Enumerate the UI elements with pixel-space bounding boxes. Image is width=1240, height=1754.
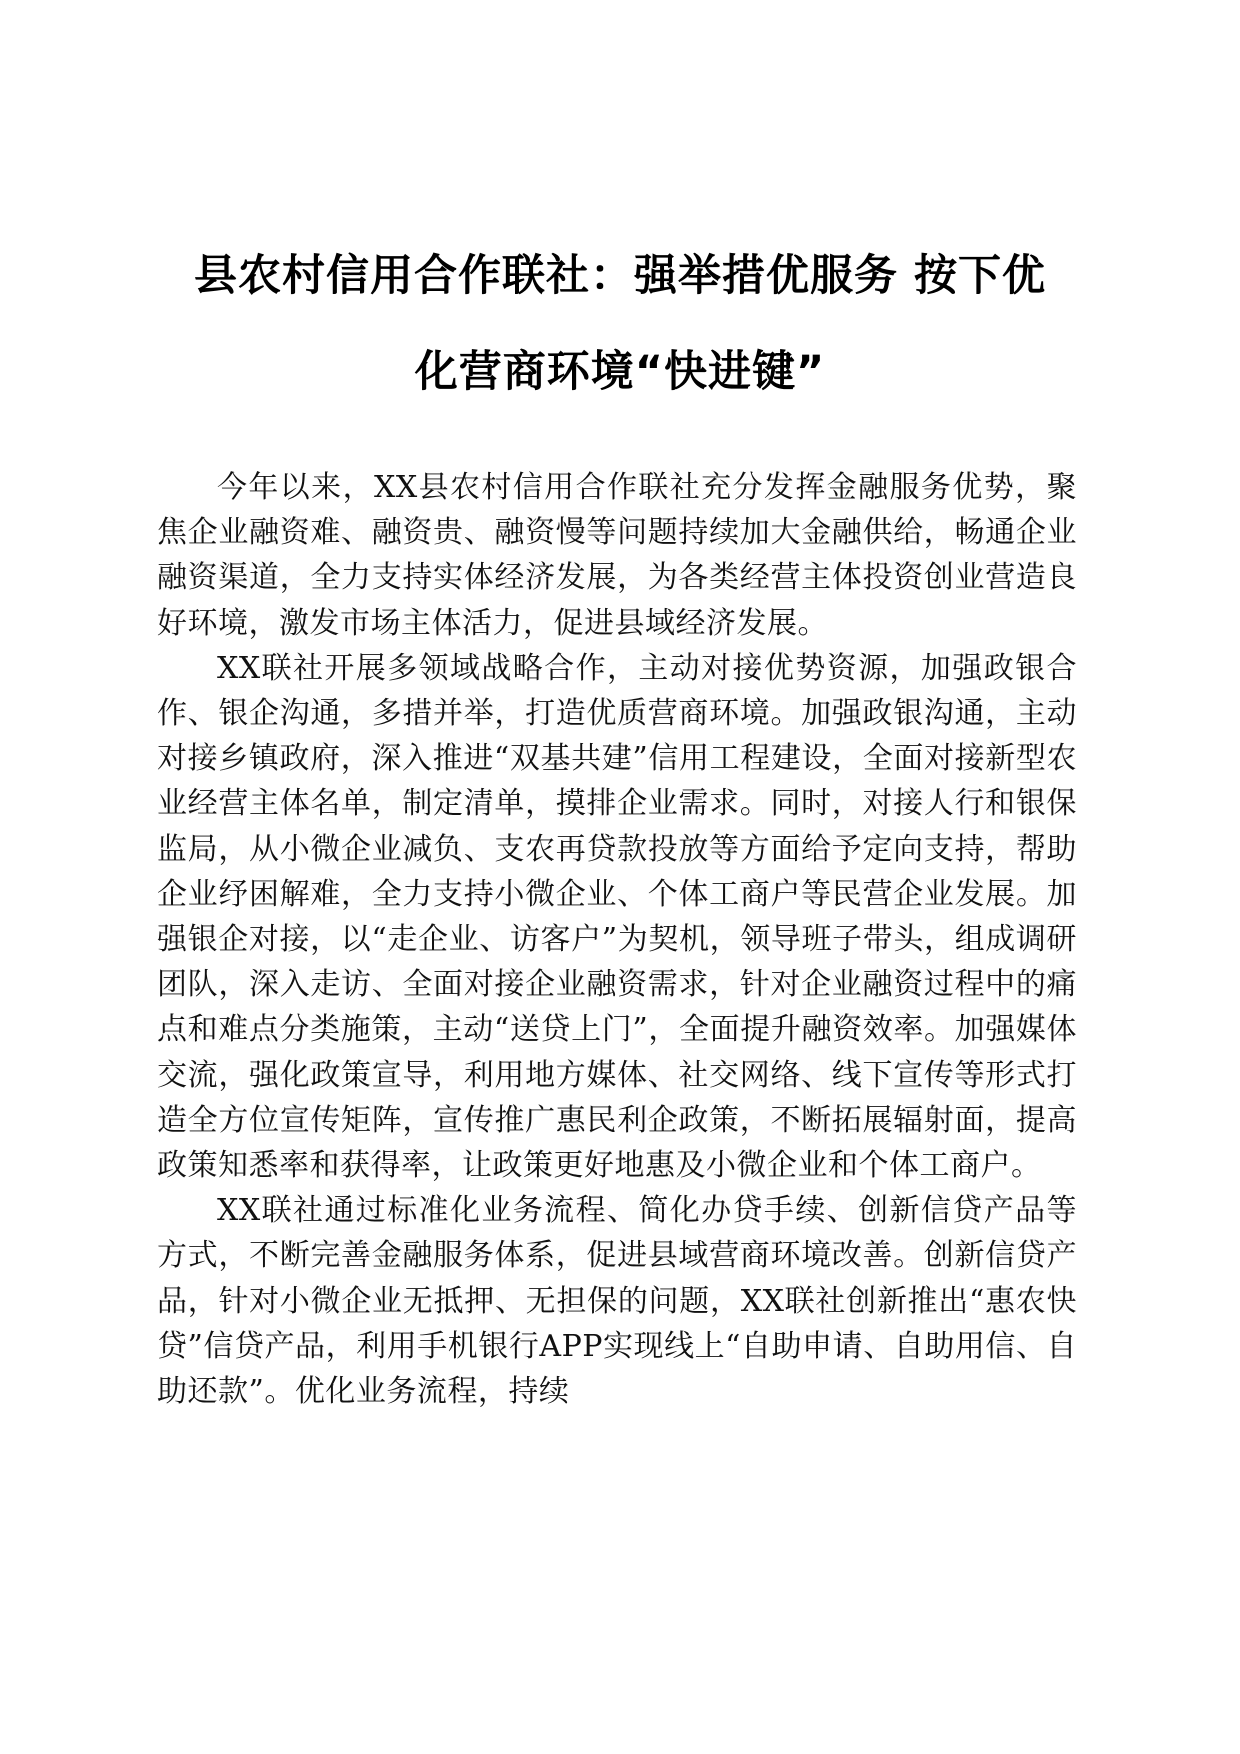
paragraph-3: XX联社通过标准化业务流程、简化办贷手续、创新信贷产品等方式，不断完善金融服务体系，促进县域营商环境改善。创新信贷产品，针对小微企业无抵押、无担保的问题，XX联社创新推出“惠农快贷”信贷产品，利用手机银行APP实现线上“自助申请、自助用信、自助还款”。优化业务流程，持续 <box>157 1193 1077 1410</box>
paragraph-1: 今年以来，XX县农村信用合作联社充分发挥金融服务优势，聚焦企业融资难、融资贵、融资慢等问题持续加大金融供给，畅通企业融资渠道，全力支持实体经济发展，为各类经营主体投资创业营造良好环境，激发市场主体活力，促进县域经济发展。 <box>157 470 1077 641</box>
document-title <box>150 228 1090 420</box>
document-body <box>157 465 1077 1414</box>
title-line-1: 县农村信用合作联社：强举措优服务 按下优 <box>194 251 1046 301</box>
paragraph-2: XX联社开展多领域战略合作，主动对接优势资源，加强政银合作、银企沟通，多措并举，打造优质营商环境。加强政银沟通，主动对接乡镇政府，深入推进“双基共建”信用工程建设，全面对接新型农业经营主体名单，制定清单，摸排企业需求。同时，对接人行和银保监局，从小微企业减负、支农再贷款投放等方面给予定向支持，帮助企业纾困解难，全力支持小微企业、个体工商户等民营企业发展。加强银企对接，以“走企业、访客户”为契机，领导班子带头，组成调研团队，深入走访、全面对接企业融资需求，针对企业融资过程中的痛点和难点分类施策，主动“送贷上门”，全面提升融资效率。加强媒体交流，强化政策宣导，利用地方媒体、社交网络、线下宣传等形式打造全方位宣传矩阵，宣传推广惠民利企政策，不断拓展辐射面，提高政策知悉率和获得率，让政策更好地惠及小微企业和个体工商户。 <box>157 650 1077 1184</box>
title-line-2: 化营商环境“快进键” <box>414 347 826 397</box>
